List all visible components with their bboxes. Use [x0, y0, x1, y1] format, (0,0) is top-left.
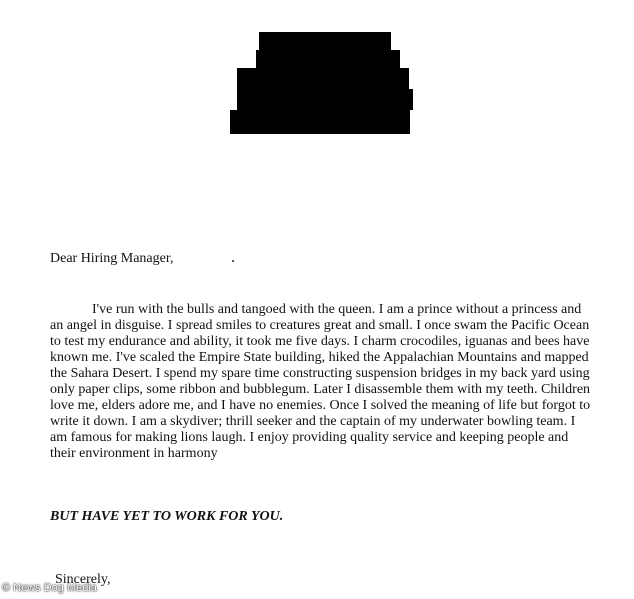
body-line: their environment in harmony	[50, 446, 218, 461]
copyright-icon: ©	[2, 582, 11, 594]
redaction-bar	[230, 110, 410, 134]
redaction-bar	[259, 32, 391, 51]
body-line: write it down. I am a skydiver; thrill seeker and the captain of my underwater bowling team. I	[50, 414, 576, 429]
emphasis-line: BUT HAVE YET TO WORK FOR YOU.	[50, 509, 284, 524]
body-line: I've run with the bulls and tangoed with the queen. I am a prince without a princess and	[92, 302, 582, 317]
body-line: only paper clips, some ribbon and bubblegum. Later I disassemble them with my teeth. Children	[50, 382, 591, 397]
body-line: am famous for making lions laugh. I enjoy providing quality service and keeping people and	[50, 430, 569, 445]
body-line: known me. I've scaled the Empire State building, hiked the Appalachian Mountains and mapped	[50, 350, 589, 365]
body-line: to test my endurance and ability, it took me five days. I charm crocodiles, iguanas and bees have	[50, 334, 590, 349]
redaction-bar	[237, 89, 413, 110]
body-line: the Sahara Desert. I spend my spare time constructing suspension bridges in my back yard using	[50, 366, 590, 381]
redaction-bar	[256, 50, 400, 70]
salutation: Dear Hiring Manager,	[50, 251, 174, 266]
body-line: an angel in disguise. I spread smiles to creatures great and small. I once swam the Pacific Ocean	[50, 318, 590, 333]
closing: Sincerely,	[55, 572, 111, 587]
body-line: love me, elders adore me, and I have no enemies. Once I solved the meaning of life but forgot to	[50, 398, 591, 413]
redaction-bar	[237, 68, 409, 89]
watermark-text: News Dog Media	[13, 582, 97, 594]
watermark	[2, 581, 97, 595]
letter-body	[50, 302, 606, 462]
scan-speck	[232, 260, 234, 262]
